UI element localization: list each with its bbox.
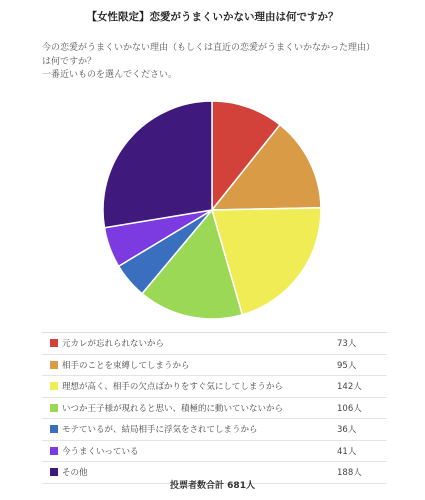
legend-label: 相手のことを束縛してしまうから — [62, 360, 190, 371]
question-line: 一番近いものを選んでください。 — [42, 70, 178, 80]
legend — [42, 332, 387, 484]
legend-count: 73人 — [337, 339, 357, 350]
legend-label: 理想が高く、相手の欠点ばかりをすぐ気にしてしまうから — [62, 382, 283, 393]
legend-swatch — [50, 361, 58, 369]
legend-row — [42, 419, 387, 441]
legend-count: 95人 — [337, 360, 357, 371]
legend-row — [42, 376, 387, 398]
legend-row — [42, 398, 387, 420]
legend-count: 36人 — [337, 425, 357, 436]
legend-swatch — [50, 425, 58, 433]
legend-swatch — [50, 382, 58, 390]
chart-title: 【女性限定】恋愛がうまくいかない理由は何ですか？ — [86, 11, 339, 23]
legend-count: 106人 — [337, 403, 362, 414]
question-line: は何ですか？ — [42, 56, 97, 67]
legend-label: 今うまくいっている — [62, 446, 139, 457]
legend-swatch — [50, 468, 58, 476]
legend-label: その他 — [62, 468, 88, 479]
legend-label: モテているが、結局相手に浮気をされてしまうから — [62, 425, 258, 436]
legend-count: 41人 — [337, 446, 357, 457]
pie-slice — [103, 101, 212, 228]
legend-count: 142人 — [337, 382, 362, 393]
legend-label: 元カレが忘れられないから — [62, 339, 165, 350]
legend-swatch — [50, 404, 58, 412]
legend-swatch — [50, 447, 58, 455]
legend-row — [42, 355, 387, 377]
legend-row — [42, 333, 387, 355]
legend-count: 188人 — [337, 468, 362, 479]
legend-label: いつか王子様が現れると思い、積極的に動いていないから — [62, 403, 284, 414]
legend-row — [42, 441, 387, 463]
total-votes: 投票者数合計 681人 — [170, 481, 255, 491]
question-line: 今の恋愛がうまくいかない理由（もしくは直近の恋愛がうまくいかなかった理由） — [42, 43, 376, 53]
legend-swatch — [50, 339, 58, 347]
